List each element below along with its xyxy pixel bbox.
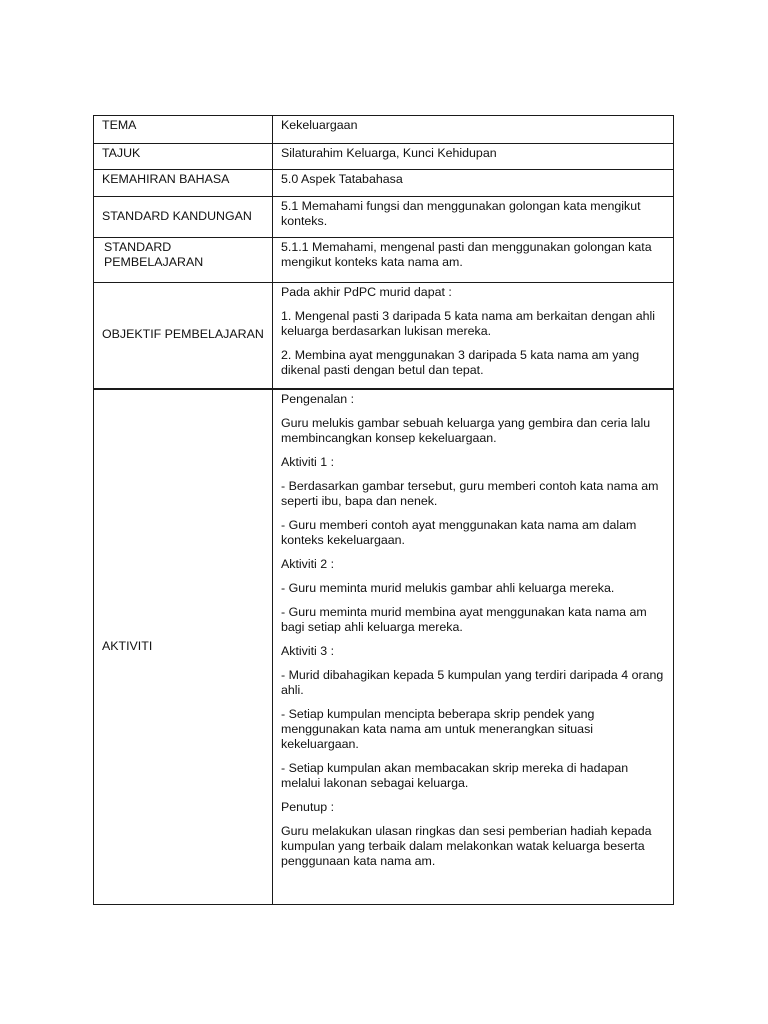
objektif-paragraph: Pada akhir PdPC murid dapat : — [281, 285, 452, 299]
label-tema: TEMA — [94, 116, 273, 144]
aktiviti-paragraph: - Berdasarkan gambar tersebut, guru memberi contoh kata nama am seperti ibu, bapa dan nenek. — [281, 478, 659, 508]
value-kemahiran: 5.0 Aspek Tatabahasa — [273, 170, 674, 197]
value-tajuk: Silaturahim Keluarga, Kunci Kehidupan — [273, 144, 674, 170]
aktiviti-paragraph: Pengenalan : — [281, 391, 355, 406]
row-tajuk — [94, 144, 674, 170]
label-tajuk: TAJUK — [94, 144, 273, 170]
row-aktiviti — [94, 389, 674, 905]
objektif-paragraph: 1. Mengenal pasti 3 daripada 5 kata nama am berkaitan dengan ahli keluarga berdasarkan lukisan mereka. — [281, 309, 656, 338]
value-tema: Kekeluargaan — [273, 116, 674, 144]
lesson-plan-table — [93, 115, 674, 905]
aktiviti-paragraph: Guru melakukan ulasan ringkas dan sesi pemberian hadiah kepada kumpulan yang terbaik dalam melakonkan watak keluarga beserta penggunaan kata nama am. — [281, 823, 652, 868]
label-kemahiran: KEMAHIRAN BAHASA — [94, 170, 273, 197]
aktiviti-paragraph: Aktiviti 2 : — [281, 556, 335, 571]
label-aktiviti: AKTIVITI — [94, 389, 273, 905]
value-aktiviti — [273, 389, 674, 905]
aktiviti-paragraph: Guru melukis gambar sebuah keluarga yang gembira dan ceria lalu membincangkan konsep kekeluargaan. — [281, 415, 651, 445]
aktiviti-paragraph: - Setiap kumpulan akan membacakan skrip mereka di hadapan melalui lakonan sebagai keluarga. — [281, 760, 629, 790]
objektif-paragraph: 2. Membina ayat menggunakan 3 daripada 5 kata nama am yang dikenal pasti dengan betul dan tepat. — [281, 348, 640, 377]
aktiviti-paragraph: - Guru meminta murid melukis gambar ahli keluarga mereka. — [281, 580, 615, 595]
label-standard-kandungan: STANDARD KANDUNGAN — [94, 197, 273, 238]
row-objektif — [94, 283, 674, 389]
aktiviti-paragraph: Aktiviti 3 : — [281, 643, 335, 658]
label-objektif: OBJEKTIF PEMBELAJARAN — [94, 283, 273, 389]
aktiviti-paragraph: - Guru memberi contoh ayat menggunakan kata nama am dalam konteks kekeluargaan. — [281, 517, 637, 547]
aktiviti-paragraph: Penutup : — [281, 799, 335, 814]
aktiviti-paragraph: - Murid dibahagikan kepada 5 kumpulan yang terdiri daripada 4 orang ahli. — [281, 667, 664, 697]
aktiviti-paragraph: - Guru meminta murid membina ayat menggunakan kata nama am bagi setiap ahli keluarga mereka. — [281, 604, 647, 634]
label-standard-pembelajaran: STANDARD PEMBELAJARAN — [94, 238, 273, 283]
row-tema — [94, 116, 674, 144]
aktiviti-paragraph: - Setiap kumpulan mencipta beberapa skrip pendek yang menggunakan kata nama am untuk menerangkan situasi kekeluargaan. — [281, 706, 595, 751]
value-standard-pembelajaran: 5.1.1 Memahami, mengenal pasti dan menggunakan golongan kata mengikut konteks kata nama am. — [273, 238, 674, 283]
aktiviti-paragraph: Aktiviti 1 : — [281, 454, 335, 469]
value-standard-kandungan: 5.1 Memahami fungsi dan menggunakan golongan kata mengikut konteks. — [273, 197, 674, 238]
row-standard-pembelajaran — [94, 238, 674, 283]
row-standard-kandungan — [94, 197, 674, 238]
row-kemahiran — [94, 170, 674, 197]
value-objektif — [273, 283, 674, 389]
